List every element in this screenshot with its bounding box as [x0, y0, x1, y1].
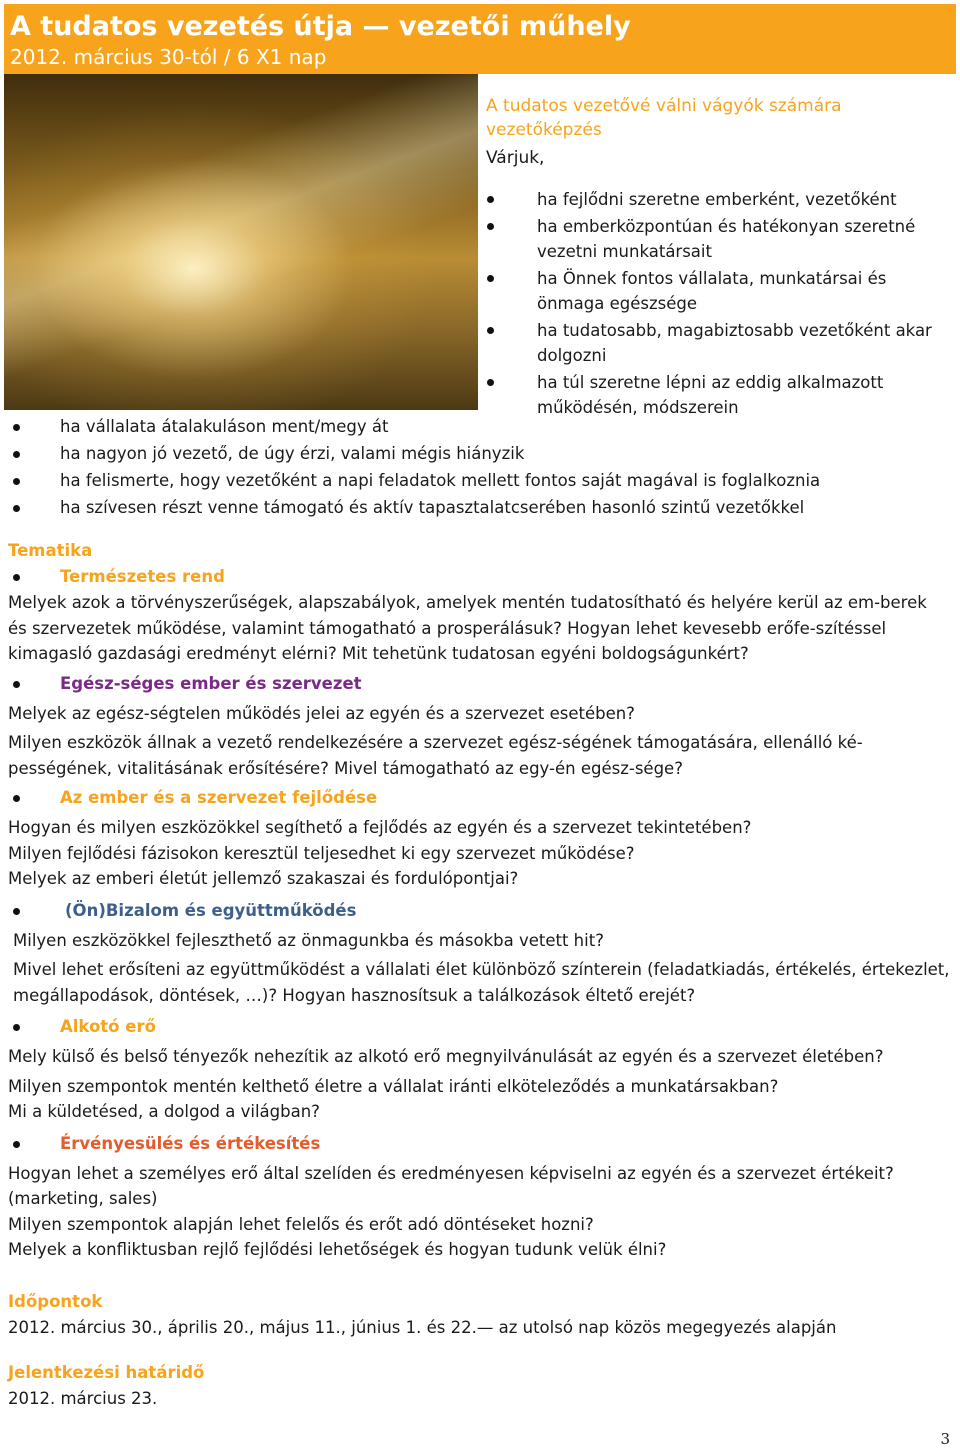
list-item: ha emberközpontúan és hatékonyan szeretné vezetni munkatársait [486, 214, 956, 265]
bullet-dot-icon [487, 275, 494, 282]
list-item: ha Önnek fontos vállalata, munkatársai és önmaga egészsége [486, 266, 956, 317]
bullet-dot-icon [13, 681, 20, 688]
page-number: 3 [940, 1430, 950, 1448]
bullet-dot-icon [13, 451, 20, 458]
right-bullet-list [486, 187, 956, 421]
topic-paragraph: Milyen fejlődési fázisokon keresztül teljesedhet ki egy szervezet működése? [8, 843, 635, 863]
topic-paragraph: Hogyan és milyen eszközökkel segíthető a fejlődés az egyén és a szervezet tekintetében? [8, 818, 752, 837]
bullet-dot-icon [487, 327, 494, 334]
topic-paragraph: Mi a küldetésed, a dolgod a világban? [8, 1102, 320, 1121]
varjuk-label: Várjuk, [486, 148, 545, 168]
bullet-dot-icon [13, 424, 20, 431]
target-audience-line-1: A tudatos vezetővé válni vágyók számára [486, 96, 842, 116]
bullet-dot-icon [13, 908, 20, 915]
list-item: ha túl szeretne lépni az eddig alkalmazott működésén, módszerein [486, 370, 956, 421]
main-content [8, 538, 950, 1412]
topic-heading: Az ember és a szervezet fejlődése [8, 785, 950, 811]
topic-paragraph: Milyen szempontok alapján lehet felelős és erőt adó döntéseket hozni? [8, 1214, 594, 1234]
topic-heading: Alkotó erő [8, 1014, 950, 1040]
topic-heading: (Ön)Bizalom és együttműködés [8, 898, 950, 924]
list-item: ha tudatosabb, magabiztosabb vezetőként akar dolgozni [486, 318, 956, 369]
topic-paragraph: Hogyan lehet a személyes erő által szelíden és eredményesen képviselni az egyén és a szervezet értékeit? (marketing, sales) [8, 1163, 894, 1208]
topic-paragraph: Milyen szempontok mentén kelthető életre a vállalat iránti elköteleződés a munkatársakban? [8, 1076, 779, 1096]
topic-paragraph: Melyek az emberi életút jellemző szakaszai és fordulópontjai? [8, 869, 519, 888]
bullet-dot-icon [13, 795, 20, 802]
bullet-dot-icon [487, 223, 494, 230]
idopontok-heading: Időpontok [8, 1291, 103, 1311]
topic-heading: Természetes rend [8, 564, 950, 590]
bullet-dot-icon [13, 478, 20, 485]
list-item: ha fejlődni szeretne emberként, vezetőként [486, 187, 956, 213]
bullet-dot-icon [13, 1141, 20, 1148]
tematika-heading: Tematika [8, 541, 93, 560]
bullet-dot-icon [13, 505, 20, 512]
topic-paragraph: Mivel lehet erősíteni az együttműködést a vállalati élet különböző színterein (feladatkiadás, értékelés, értekezlet, megállapodások, döntések, …)? Hogyan hasznosítsuk a találkozások éltető erejét? [13, 960, 950, 1005]
topic-paragraph: Mely külső és belső tényezők nehezítik az alkotó erő megnyilvánulását az egyén és a szervezet életében? [8, 1047, 884, 1066]
full-bullet-list [8, 413, 956, 521]
bullet-dot-icon [487, 379, 494, 386]
list-item: ha szívesen részt venne támogató és aktív tapasztalatcserében hasonló szintű vezetőkkel [8, 494, 956, 521]
document-title: A tudatos vezetés útja — vezetői műhely [10, 11, 631, 42]
idopontok-text: 2012. március 30., április 20., május 11., június 1. és 22.— az utolsó nap közös megegyezés alapján [8, 1317, 837, 1337]
hatarido-text: 2012. március 23. [8, 1389, 158, 1408]
topic-heading: Egész-séges ember és szervezet [8, 671, 950, 697]
topic-heading: Érvényesülés és értékesítés [8, 1131, 950, 1157]
topic-paragraph: Milyen eszközök állnak a vezető rendelkezésére a szervezet egész-ségének támogatására, ellenálló ké-pességének, vitalitásának erősítésére? Mivel támogatható az egy-én egész-sége? [8, 733, 863, 778]
topic-paragraph: Melyek azok a törvényszerűségek, alapszabályok, amelyek mentén tudatosítható és helyére kerül az em-berek és szervezetek működése, valamint támogatható a prosperálásuk? Hogyan lehet kevesebb erőfe-szítéssel kimagasló gazdasági eredményt elérni? Mit tehetünk tudatosan egyéni boldogságunkért? [8, 593, 927, 663]
header-banner [4, 4, 956, 74]
target-audience-line-2: vezetőképzés [486, 120, 602, 140]
forest-sunlight-photo [4, 74, 478, 410]
topic-paragraph: Melyek az egész-ségtelen működés jelei az egyén és a szervezet esetében? [8, 703, 635, 723]
bullet-dot-icon [487, 196, 494, 203]
list-item: ha felismerte, hogy vezetőként a napi feladatok mellett fontos saját magával is foglalkoznia [8, 467, 956, 494]
topic-paragraph: Melyek a konfliktusban rejlő fejlődési lehetőségek és hogyan tudunk velük élni? [8, 1240, 667, 1259]
list-item: ha vállalata átalakuláson ment/megy át [8, 413, 956, 440]
document-subtitle: 2012. március 30-tól / 6 X1 nap [10, 45, 327, 69]
list-item: ha nagyon jó vezető, de úgy érzi, valami mégis hiányzik [8, 440, 956, 467]
topic-paragraph: Milyen eszközökkel fejleszthető az önmagunkba és másokba vetett hit? [13, 930, 604, 950]
bullet-dot-icon [13, 1024, 20, 1031]
bullet-dot-icon [13, 574, 20, 581]
hatarido-heading: Jelentkezési határidő [8, 1363, 205, 1382]
intro-block [486, 94, 946, 171]
